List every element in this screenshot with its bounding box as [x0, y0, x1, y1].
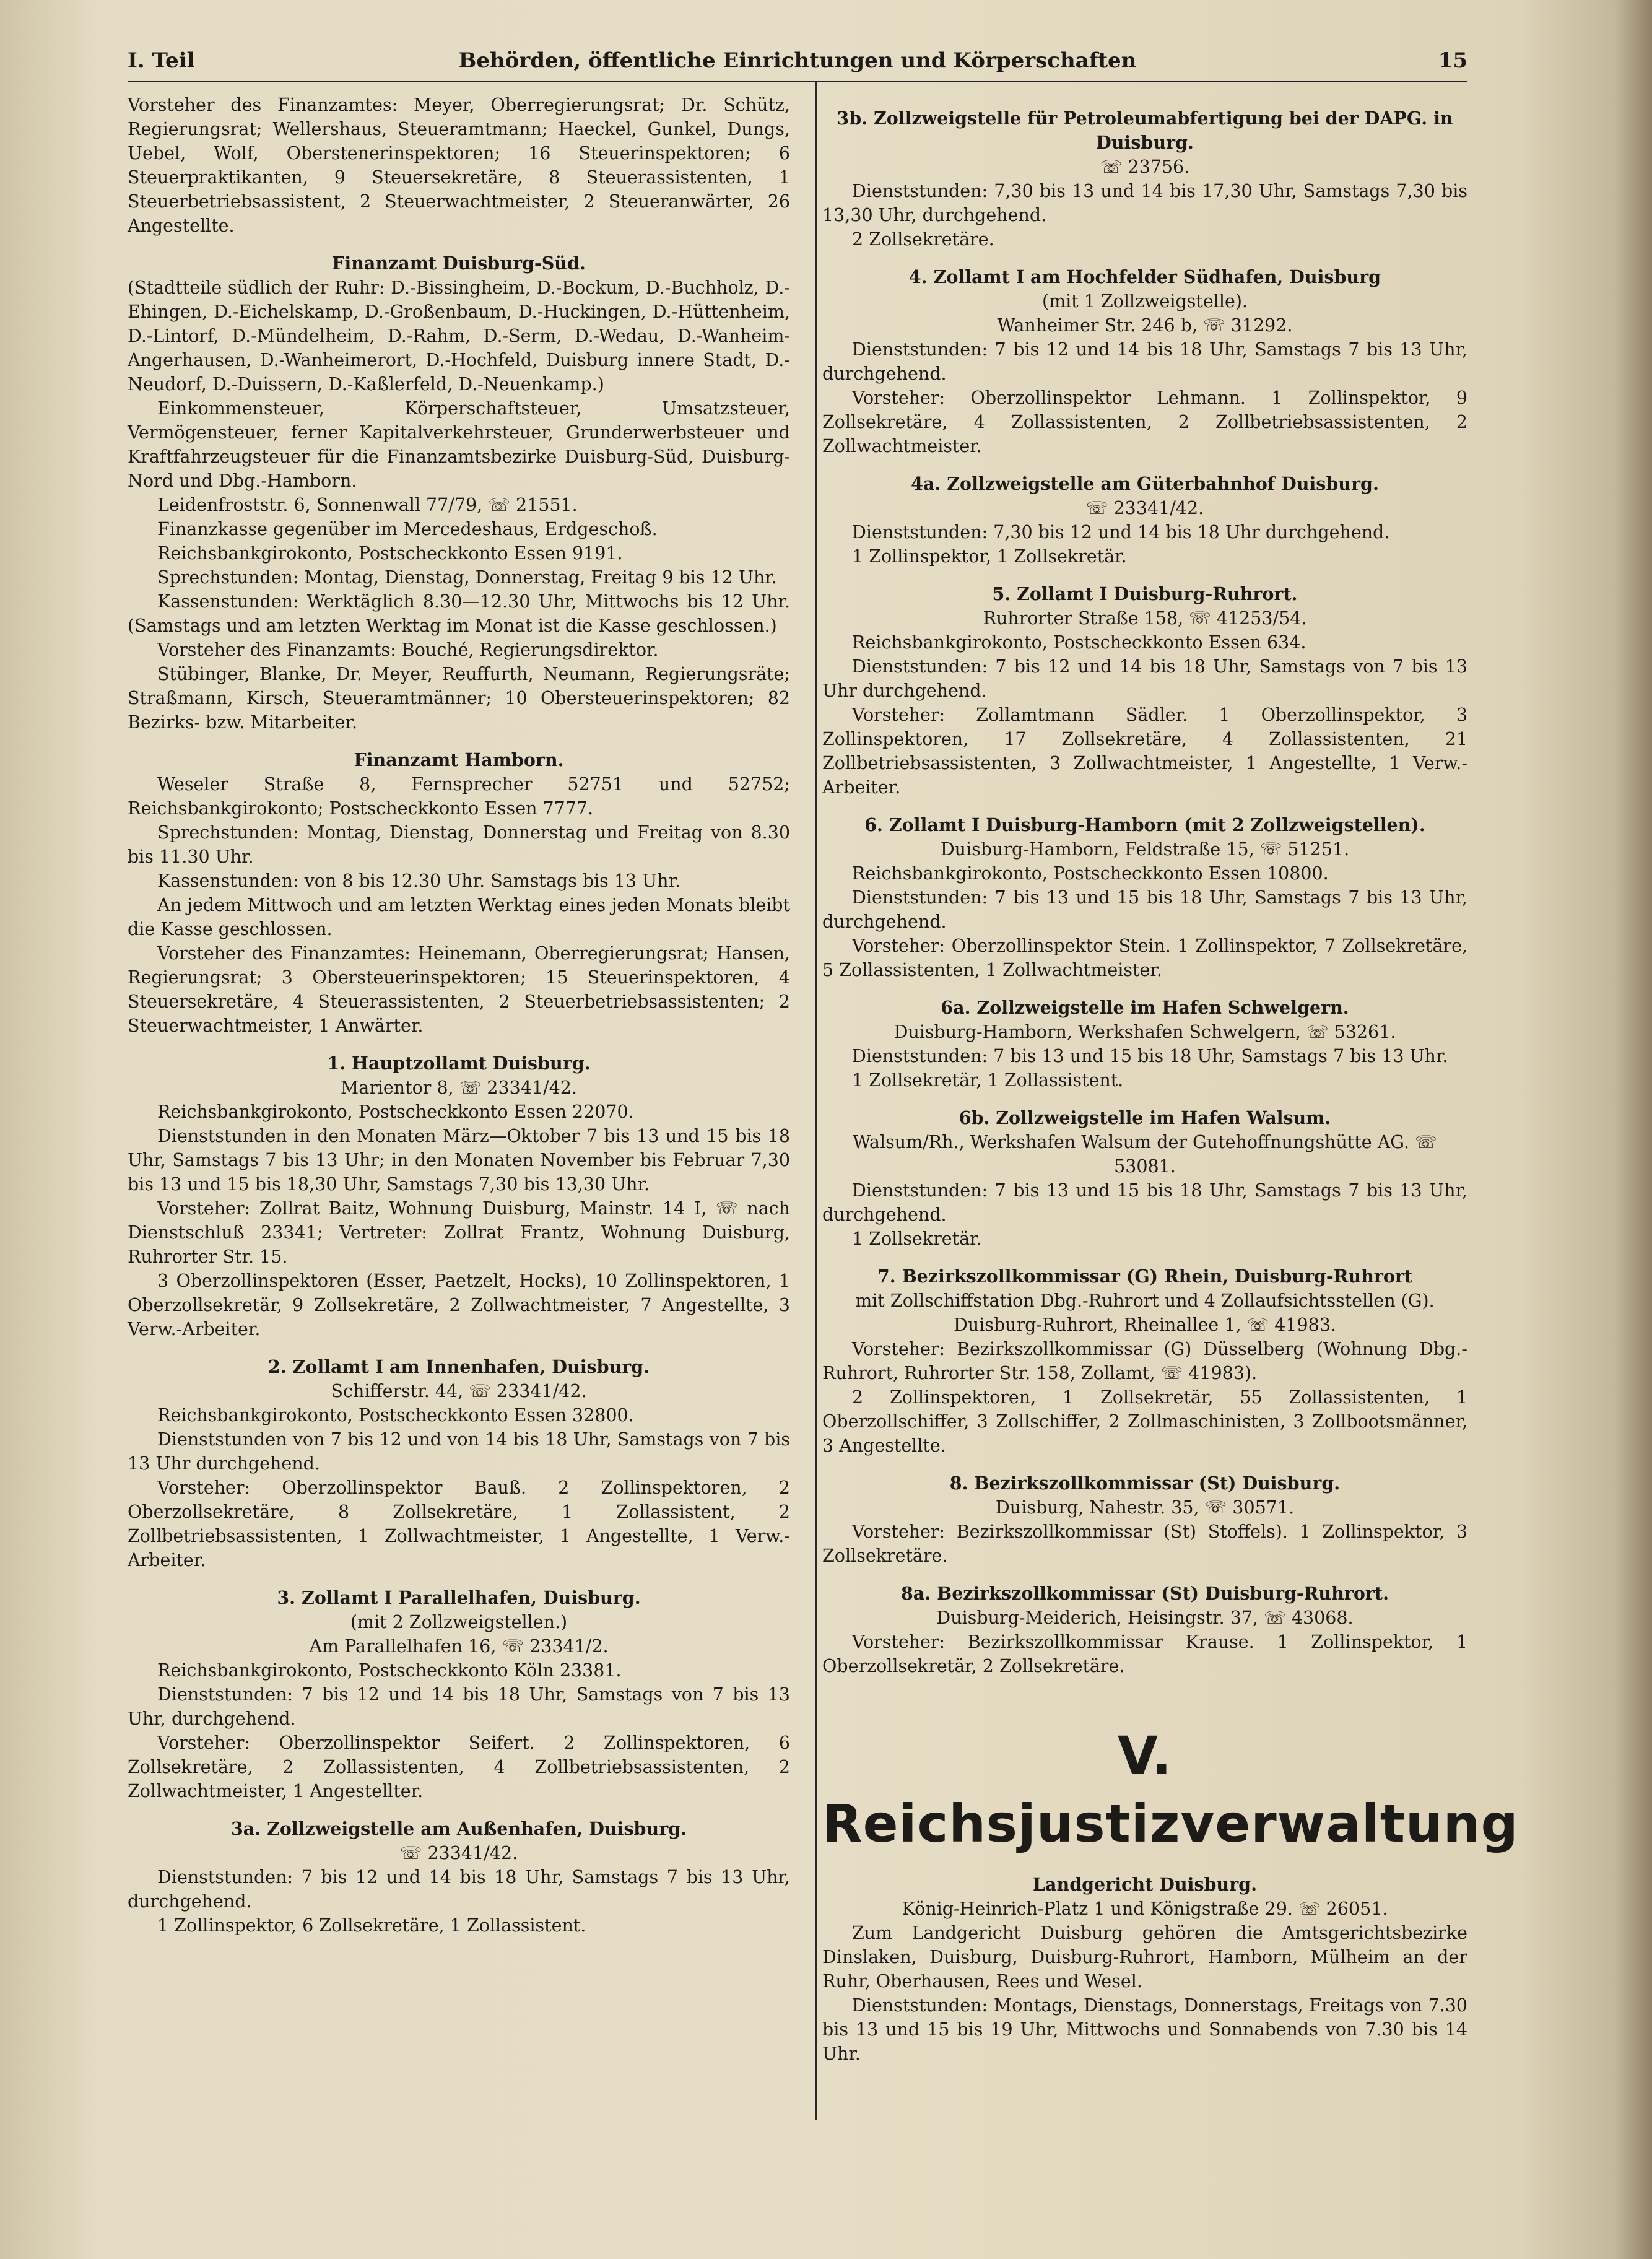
section-address: Ruhrorter Straße 158, ☏ 41253/54. — [983, 608, 1307, 629]
paragraph: Weseler Straße 8, Fernsprecher 52751 und 52752; Reichsbankgirokonto; Postscheckkonto Essen 7777. — [128, 774, 790, 819]
section-address: Am Parallelhafen 16, ☏ 23341/2. — [309, 1636, 609, 1656]
section-address: ☏ 23756. — [1100, 157, 1190, 177]
right-column — [822, 93, 1519, 2066]
section-heading: 3a. Zollzweigstelle am Außenhafen, Duisburg. — [230, 1818, 687, 1839]
paragraph: (Stadtteile südlich der Ruhr: D.-Bissingheim, D.-Bockum, D.-Buchholz, D.-Ehingen, D.-Eichelskamp, D.-Großenbaum, D.-Huckingen, D.-Hüttenheim, D.-Lintorf, D.-Mündelheim, D.-Rahm, D.-Serm, D.-Wedau, D.-Wanheim-Angerhausen, D.-Wanheimerort, D.-Hochfeld, Duisburg innere Stadt, D.-Neudorf, D.-Duissern, D.-Kaßlerfeld, D.-Neuenkamp.) — [128, 277, 790, 394]
header-rule — [128, 81, 1467, 82]
page-title: Behörden, öffentliche Einrichtungen und Körperschaften — [458, 48, 1137, 73]
section-address: Duisburg, Nahestr. 35, ☏ 30571. — [995, 1497, 1295, 1518]
paragraph: Sprechstunden: Montag, Dienstag, Donnerstag und Freitag von 8.30 bis 11.30 Uhr. — [128, 822, 790, 867]
paragraph: Finanzkasse gegenüber im Mercedeshaus, Erdgeschoß. — [157, 519, 658, 539]
section-heading: 6a. Zollzweigstelle im Hafen Schwelgern. — [941, 997, 1349, 1018]
section-address: (mit 1 Zollzweigstelle). — [1041, 291, 1248, 311]
paragraph: Dienststunden: 7 bis 12 und 14 bis 18 Uhr, Samstags 7 bis 13 Uhr, durchgehend. — [128, 1867, 790, 1912]
section-address: ☏ 23341/42. — [399, 1843, 518, 1863]
section-address: Duisburg-Hamborn, Feldstraße 15, ☏ 51251. — [940, 839, 1350, 860]
paragraph: Dienststunden: 7 bis 13 und 15 bis 18 Uhr, Samstags 7 bis 13 Uhr, durchgehend. — [822, 1180, 1467, 1225]
paragraph: Vorsteher des Finanzamts: Bouché, Regierungsdirektor. — [157, 640, 659, 660]
section-heading: 3. Zollamt I Parallelhafen, Duisburg. — [277, 1587, 641, 1608]
section-address: Walsum/Rh., Werkshafen Walsum der Gutehoffnungshütte AG. ☏ 53081. — [853, 1132, 1437, 1177]
chapter-title: V. Reichsjustizverwaltung — [822, 1725, 1519, 1854]
paragraph: Leidenfroststr. 6, Sonnenwall 77/79, ☏ 21551. — [157, 495, 578, 515]
paragraph: Reichsbankgirokonto, Postscheckkonto Essen 22070. — [157, 1102, 634, 1122]
section-heading: 8. Bezirkszollkommissar (St) Duisburg. — [949, 1473, 1341, 1494]
paragraph: Vorsteher: Oberzollinspektor Lehmann. 1 Zollinspektor, 9 Zollsekretäre, 4 Zollassistenten, 2 Zollbetriebsassistenten, 2 Zollwachtmeister. — [822, 388, 1467, 456]
paragraph: Vorsteher: Oberzollinspektor Stein. 1 Zollinspektor, 7 Zollsekretäre, 5 Zollassistenten, 1 Zollwachtmeister. — [822, 936, 1467, 980]
section-address: ☏ 23341/42. — [1085, 498, 1204, 518]
paragraph: Vorsteher des Finanzamtes: Heinemann, Oberregierungsrat; Hansen, Regierungsrat; 3 Obersteuerinspektoren; 15 Steuerinspektoren, 4 Steuersekretäre, 4 Steuerassistenten, 2 Steuerbetriebsassistenten; 2 Steuerwachtmeister, 1 Anwärter. — [128, 943, 790, 1036]
paragraph: Dienststunden: 7 bis 12 und 14 bis 18 Uhr, Samstags 7 bis 13 Uhr, durchgehend. — [822, 339, 1467, 384]
paragraph: Sprechstunden: Montag, Dienstag, Donnerstag, Freitag 9 bis 12 Uhr. — [157, 567, 777, 588]
paragraph: Vorsteher: Oberzollinspektor Seifert. 2 Zollinspektoren, 6 Zollsekretäre, 2 Zollassistenten, 4 Zollbetriebsassistenten, 2 Zollwachtmeister, 1 Angestellter. — [128, 1733, 790, 1801]
section-heading: 6. Zollamt I Duisburg-Hamborn (mit 2 Zollzweigstellen). — [864, 814, 1425, 835]
paragraph: Dienststunden: 7 bis 13 und 15 bis 18 Uhr, Samstags 7 bis 13 Uhr. — [852, 1046, 1448, 1066]
section-address: mit Zollschiffstation Dbg.-Ruhrort und 4 Zollaufsichtsstellen (G). Duisburg-Ruhrort, Rheinallee 1, ☏ 41983. — [855, 1291, 1435, 1335]
paragraph: Reichsbankgirokonto, Postscheckkonto Essen 10800. — [852, 863, 1329, 884]
part-label: I. Teil — [128, 48, 195, 73]
paragraph: 1 Zollinspektor, 6 Zollsekretäre, 1 Zollassistent. — [157, 1915, 586, 1936]
section-address: Wanheimer Str. 246 b, ☏ 31292. — [997, 315, 1293, 336]
section-heading: 3b. Zollzweigstelle für Petroleumabfertigung bei der DAPG. in Duisburg. — [837, 108, 1453, 153]
paragraph: 2 Zollinspektoren, 1 Zollsekretär, 55 Zollassistenten, 1 Oberzollschiffer, 3 Zollschiffer, 2 Zollmaschinisten, 3 Zollbootsmänner, 3 Angestellte. — [822, 1387, 1467, 1456]
paragraph: Dienststunden: 7 bis 13 und 15 bis 18 Uhr, Samstags 7 bis 13 Uhr, durchgehend. — [822, 887, 1467, 932]
paragraph: Reichsbankgirokonto, Postscheckkonto Essen 32800. — [157, 1405, 634, 1425]
paragraph: 1 Zollsekretär. — [852, 1229, 982, 1249]
paragraph: Dienststunden: 7 bis 12 und 14 bis 18 Uhr, Samstags von 7 bis 13 Uhr, durchgehend. — [128, 1684, 790, 1729]
paragraph: Vorsteher: Bezirkszollkommissar Krause. 1 Zollinspektor, 1 Oberzollsekretär, 2 Zollsekretäre. — [822, 1632, 1467, 1676]
section-address: Duisburg-Hamborn, Werkshafen Schwelgern, ☏ 53261. — [893, 1022, 1396, 1042]
paragraph: Kassenstunden: Werktäglich 8.30—12.30 Uhr, Mittwochs bis 12 Uhr. (Samstags und am letzten Werktag im Monat ist die Kasse geschlossen.) — [128, 591, 790, 636]
section-heading: 1. Hauptzollamt Duisburg. — [327, 1053, 591, 1074]
paragraph: Dienststunden: 7,30 bis 13 und 14 bis 17,30 Uhr, Samstags 7,30 bis 13,30 Uhr, durchgehend. — [822, 181, 1467, 225]
paragraph: Reichsbankgirokonto, Postscheckkonto Essen 634. — [852, 632, 1306, 653]
book-spine-shadow — [1615, 0, 1652, 2259]
running-head — [128, 43, 1467, 83]
paragraph: Stübinger, Blanke, Dr. Meyer, Reuffurth, Neumann, Regierungsräte; Straßmann, Kirsch, Steueramtmänner; 10 Obersteuerinspektoren; 82 Bezirks- bzw. Mitarbeiter. — [128, 664, 790, 733]
left-column — [128, 93, 790, 1938]
column-divider — [815, 82, 817, 2120]
paragraph: Reichsbankgirokonto, Postscheckkonto Essen 9191. — [157, 543, 623, 564]
section-heading: 2. Zollamt I am Innenhafen, Duisburg. — [267, 1356, 650, 1377]
paragraph: Vorsteher: Bezirkszollkommissar (G) Düsselberg (Wohnung Dbg.-Ruhrort, Ruhrorter Str. 158, Zollamt, ☏ 41983). — [822, 1339, 1467, 1383]
paragraph: An jedem Mittwoch und am letzten Werktag eines jeden Monats bleibt die Kasse geschlossen. — [128, 895, 790, 939]
paragraph: Einkommensteuer, Körperschaftsteuer, Umsatzsteuer, Vermögensteuer, ferner Kapitalverkehrsteuer, Grunderwerbsteuer und Kraftfahrzeugsteuer für die Finanzamtsbezirke Duisburg-Süd, Duisburg-Nord und Dbg.-Hamborn. — [128, 398, 790, 491]
paragraph: 1 Zollsekretär, 1 Zollassistent. — [852, 1070, 1124, 1090]
paragraph: Dienststunden: 7,30 bis 12 und 14 bis 18 Uhr durchgehend. — [852, 522, 1390, 542]
section-heading: 6b. Zollzweigstelle im Hafen Walsum. — [959, 1107, 1331, 1128]
paragraph: Dienststunden: 7 bis 12 und 14 bis 18 Uhr, Samstags von 7 bis 13 Uhr durchgehend. — [822, 656, 1467, 701]
section-heading: 4. Zollamt I am Hochfelder Südhafen, Duisburg — [908, 266, 1381, 287]
paragraph: Dienststunden: Montags, Dienstags, Donnerstags, Freitags von 7.30 bis 13 und 15 bis 19 Uhr, Mittwochs und Sonnabends von 7.30 bis 14 Uhr. — [822, 1995, 1467, 2064]
paragraph: Dienststunden in den Monaten März—Oktober 7 bis 13 und 15 bis 18 Uhr, Samstags 7 bis 13 Uhr; in den Monaten November bis Februar 7,30 bis 13 und 15 bis 18,30 Uhr, Samstags 7,30 bis 13,30 Uhr. — [128, 1126, 790, 1195]
section-address: König-Heinrich-Platz 1 und Königstraße 29. ☏ 26051. — [902, 1899, 1388, 1919]
paragraph: 3 Oberzollinspektoren (Esser, Paetzelt, Hocks), 10 Zollinspektoren, 1 Oberzollsekretär, 9 Zollsekretäre, 2 Zollwachtmeister, 7 Angestellte, 3 Verw.-Arbeiter. — [128, 1271, 790, 1339]
section-heading: 4a. Zollzweigstelle am Güterbahnhof Duisburg. — [911, 473, 1379, 494]
paragraph: Reichsbankgirokonto, Postscheckkonto Köln 23381. — [157, 1660, 622, 1681]
paragraph: Vorsteher: Zollamtmann Sädler. 1 Oberzollinspektor, 3 Zollinspektoren, 17 Zollsekretäre, 4 Zollassistenten, 21 Zollbetriebsassistenten, 3 Zollwachtmeister, 1 Angestellte, 1 Verw.-Arbeiter. — [822, 705, 1467, 798]
section-heading: 8a. Bezirkszollkommissar (St) Duisburg-Ruhrort. — [900, 1583, 1389, 1604]
paragraph: 2 Zollsekretäre. — [852, 229, 994, 250]
paragraph: Kassenstunden: von 8 bis 12.30 Uhr. Samstags bis 13 Uhr. — [157, 871, 681, 891]
section-address: Marientor 8, ☏ 23341/42. — [341, 1077, 577, 1098]
page-number: 15 — [1438, 48, 1467, 73]
paragraph: Vorsteher des Finanzamtes: Meyer, Oberregierungsrat; Dr. Schütz, Regierungsrat; Wellershaus, Steueramtmann; Haeckel, Gunkel, Dungs, Uebel, Wolf, Oberstenerinspektoren; 16 Steuerinspektoren; 6 Steuerpraktikanten, 9 Steuersekretäre, 8 Steuerassistenten, 1 Steuerbetriebsassistent, 2 Steuerwachtmeister, 2 Steueranwärter, 26 Angestellte. — [128, 95, 790, 236]
paragraph: Vorsteher: Zollrat Baitz, Wohnung Duisburg, Mainstr. 14 I, ☏ nach Dienstschluß 23341; Vertreter: Zollrat Frantz, Wohnung Duisburg, Ruhrorter Str. 15. — [128, 1198, 790, 1267]
paragraph: Vorsteher: Bezirkszollkommissar (St) Stoffels). 1 Zollinspektor, 3 Zollsekretäre. — [822, 1521, 1467, 1566]
paragraph: Dienststunden von 7 bis 12 und von 14 bis 18 Uhr, Samstags von 7 bis 13 Uhr durchgehend. — [128, 1429, 790, 1474]
section-heading: 5. Zollamt I Duisburg-Ruhrort. — [992, 583, 1298, 604]
section-address: Duisburg-Meiderich, Heisingstr. 37, ☏ 43068. — [936, 1608, 1354, 1628]
paragraph: 1 Zollinspektor, 1 Zollsekretär. — [852, 546, 1127, 567]
paragraph: Zum Landgericht Duisburg gehören die Amtsgerichtsbezirke Dinslaken, Duisburg, Duisburg-Ruhrort, Hamborn, Mülheim an der Ruhr, Oberhausen, Rees und Wesel. — [822, 1923, 1467, 1991]
section-heading: Landgericht Duisburg. — [1032, 1874, 1258, 1895]
section-heading: Finanzamt Hamborn. — [354, 749, 564, 770]
section-heading: Finanzamt Duisburg-Süd. — [332, 253, 586, 274]
paragraph: Vorsteher: Oberzollinspektor Bauß. 2 Zollinspektoren, 2 Oberzollsekretäre, 8 Zollsekretäre, 1 Zollassistent, 2 Zollbetriebsassistenten, 1 Zollwachtmeister, 1 Angestellte, 1 Verw.-Arbeiter. — [128, 1478, 790, 1570]
section-address: Schifferstr. 44, ☏ 23341/42. — [331, 1381, 587, 1401]
section-heading: 7. Bezirkszollkommissar (G) Rhein, Duisburg-Ruhrort — [877, 1266, 1413, 1287]
section-address: (mit 2 Zollzweigstellen.) — [350, 1612, 568, 1632]
